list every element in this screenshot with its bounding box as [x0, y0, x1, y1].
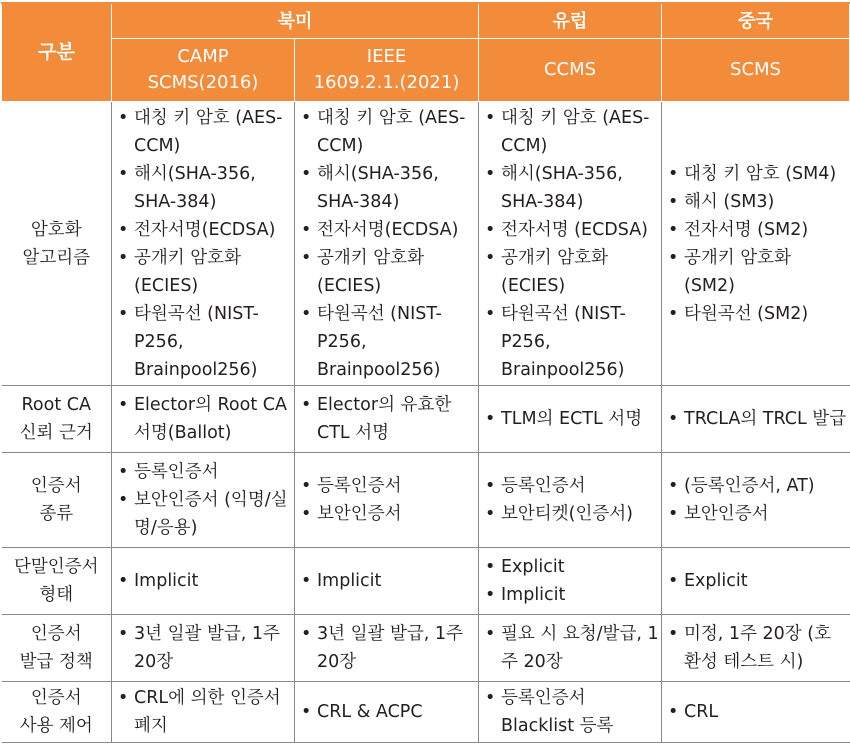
- table-cell: [112, 453, 295, 548]
- row-header: [2, 548, 112, 615]
- table-cell: [479, 453, 662, 548]
- table-row: [2, 102, 850, 386]
- cell-bullet-item: • 대칭 키 암호 (AES-CCM): [479, 104, 661, 160]
- cell-bullet-item: • 공개키 암호화 (SM2): [662, 244, 850, 300]
- table-row: [2, 548, 850, 615]
- cell-bullet-item: • 공개키 암호화 (ECIES): [295, 244, 478, 300]
- cell-bullet-item: • CRL & ACPC: [295, 698, 478, 726]
- cell-bullet-item: • 대칭 키 암호 (SM4): [662, 160, 850, 188]
- table-cell: [295, 386, 479, 453]
- table-cell: [112, 102, 295, 386]
- table-cell: [112, 682, 295, 743]
- cell-bullet-item: • Elector의 유효한 CTL 서명: [295, 391, 478, 447]
- cell-bullet-item: • 타원곡선 (NIST-P256, Brainpool256): [112, 300, 294, 384]
- cell-bullet-item: • 보안인증서 (익명/실명/응용): [112, 486, 294, 542]
- table-row: [2, 386, 850, 453]
- row-header-line: 인증서: [30, 476, 82, 496]
- row-header-line: 사용 제어: [19, 716, 93, 736]
- table-cell: [295, 548, 479, 615]
- table-cell: [112, 386, 295, 453]
- standard-label-line: IEEE: [366, 46, 407, 67]
- table-cell: [295, 453, 479, 548]
- row-header: [2, 682, 112, 743]
- cell-bullet-item: • Implicit: [479, 581, 661, 609]
- cell-bullet-item: • 등록인증서: [479, 472, 661, 500]
- row-header-line: 암호화: [30, 219, 82, 240]
- region-label: 중국: [738, 10, 773, 32]
- cell-bullet-item: • 해시(SHA-356, SHA-384): [112, 160, 294, 216]
- cell-bullet-item: • CRL: [662, 698, 850, 726]
- standard-label-line: SCMS(2016): [147, 72, 259, 93]
- table-cell: [295, 615, 479, 682]
- cell-bullet-item: • 공개키 암호화 (ECIES): [479, 244, 661, 300]
- cell-bullet-item: • 전자서명(ECDSA): [112, 216, 294, 244]
- cell-bullet-item: • 해시 (SM3): [662, 188, 850, 216]
- standard-header-ccms: [479, 39, 662, 102]
- cell-bullet-item: • 3년 일괄 발급, 1주 20장: [295, 620, 478, 676]
- row-header: [2, 615, 112, 682]
- region-label: 북미: [277, 10, 313, 32]
- row-header-line: 신뢰 근거: [19, 423, 93, 443]
- table-cell: [295, 102, 479, 386]
- standard-header-ieee: [295, 39, 479, 102]
- table-cell: [112, 615, 295, 682]
- table-cell: [662, 102, 850, 386]
- standard-label-line: 1609.2.1.(2021): [313, 72, 460, 93]
- cell-bullet-item: • 등록인증서: [112, 458, 294, 486]
- cell-bullet-item: • 대칭 키 암호 (AES-CCM): [295, 104, 478, 160]
- cell-bullet-item: • TRCLA의 TRCL 발급: [662, 405, 850, 433]
- row-header-line: 형태: [39, 585, 74, 605]
- cell-bullet-item: • 타원곡선 (NIST-P256, Brainpool256): [295, 300, 478, 384]
- category-header: [2, 3, 112, 102]
- cell-bullet-item: • 전자서명(ECDSA): [295, 216, 478, 244]
- row-header-line: Root CA: [21, 395, 91, 415]
- cell-bullet-item: • Explicit: [479, 553, 661, 581]
- region-north-america-header: [112, 3, 479, 39]
- table-cell: [295, 682, 479, 743]
- table-cell: [479, 682, 662, 743]
- table-cell: [662, 548, 850, 615]
- row-header-line: 인증서: [30, 688, 82, 708]
- standard-header-scms-china: [662, 39, 850, 102]
- cell-bullet-item: • 보안인증서: [662, 500, 850, 528]
- cell-bullet-item: • 공개키 암호화 (ECIES): [112, 244, 294, 300]
- table-cell: [479, 102, 662, 386]
- table-cell: [479, 386, 662, 453]
- cell-bullet-item: • Implicit: [112, 567, 294, 595]
- cell-bullet-item: • CRL에 의한 인증서 폐지: [112, 684, 294, 740]
- cell-bullet-item: • 전자서명 (ECDSA): [479, 216, 661, 244]
- standard-header-camp: [112, 39, 295, 102]
- cell-bullet-item: • 등록인증서 Blacklist 등록: [479, 684, 661, 740]
- cell-bullet-item: • Explicit: [662, 567, 850, 595]
- comparison-table: [1, 2, 850, 743]
- table-body: [2, 102, 850, 743]
- standard-label-line: CCMS: [543, 59, 597, 80]
- region-label: 유럽: [552, 10, 588, 32]
- standard-label-line: CAMP: [177, 46, 229, 67]
- row-header: [2, 386, 112, 453]
- table-cell: [112, 548, 295, 615]
- region-china-header: [662, 3, 850, 39]
- cell-bullet-item: • 3년 일괄 발급, 1주 20장: [112, 620, 294, 676]
- standard-label-line: SCMS: [730, 59, 781, 80]
- cell-bullet-item: • 미정, 1주 20장 (호환성 테스트 시): [662, 620, 850, 676]
- cell-bullet-item: • 필요 시 요청/발급, 1주 20장: [479, 620, 661, 676]
- table-row: [2, 453, 850, 548]
- cell-bullet-item: • Implicit: [295, 567, 478, 595]
- cell-bullet-item: • 등록인증서: [295, 472, 478, 500]
- cell-bullet-item: • TLM의 ECTL 서명: [479, 405, 661, 433]
- cell-bullet-item: • 타원곡선 (SM2): [662, 300, 850, 328]
- table-cell: [662, 386, 850, 453]
- row-header-line: 인증서: [30, 624, 82, 644]
- region-europe-header: [479, 3, 662, 39]
- row-header-line: 종류: [39, 504, 74, 524]
- row-header: [2, 102, 112, 386]
- category-header-label: 구분: [38, 41, 75, 63]
- cell-bullet-item: • 보안티켓(인증서): [479, 500, 661, 528]
- table-cell: [479, 548, 662, 615]
- row-header: [2, 453, 112, 548]
- table-row: [2, 615, 850, 682]
- cell-bullet-item: • 해시(SHA-356, SHA-384): [479, 160, 661, 216]
- cell-bullet-item: • (등록인증서, AT): [662, 472, 850, 500]
- cell-bullet-item: • Elector의 Root CA 서명(Ballot): [112, 391, 294, 447]
- row-header-line: 발급 정책: [19, 652, 93, 672]
- table-cell: [479, 615, 662, 682]
- row-header-line: 알고리즘: [22, 247, 91, 268]
- table-cell: [662, 615, 850, 682]
- cell-bullet-item: • 보안인증서: [295, 500, 478, 528]
- table-cell: [662, 682, 850, 743]
- row-header-line: 단말인증서: [13, 557, 99, 577]
- cell-bullet-item: • 전자서명 (SM2): [662, 216, 850, 244]
- table-cell: [662, 453, 850, 548]
- cell-bullet-item: • 대칭 키 암호 (AES-CCM): [112, 104, 294, 160]
- cell-bullet-item: • 타원곡선 (NIST-P256, Brainpool256): [479, 300, 661, 384]
- cell-bullet-item: • 해시(SHA-356, SHA-384): [295, 160, 478, 216]
- table-row: [2, 682, 850, 743]
